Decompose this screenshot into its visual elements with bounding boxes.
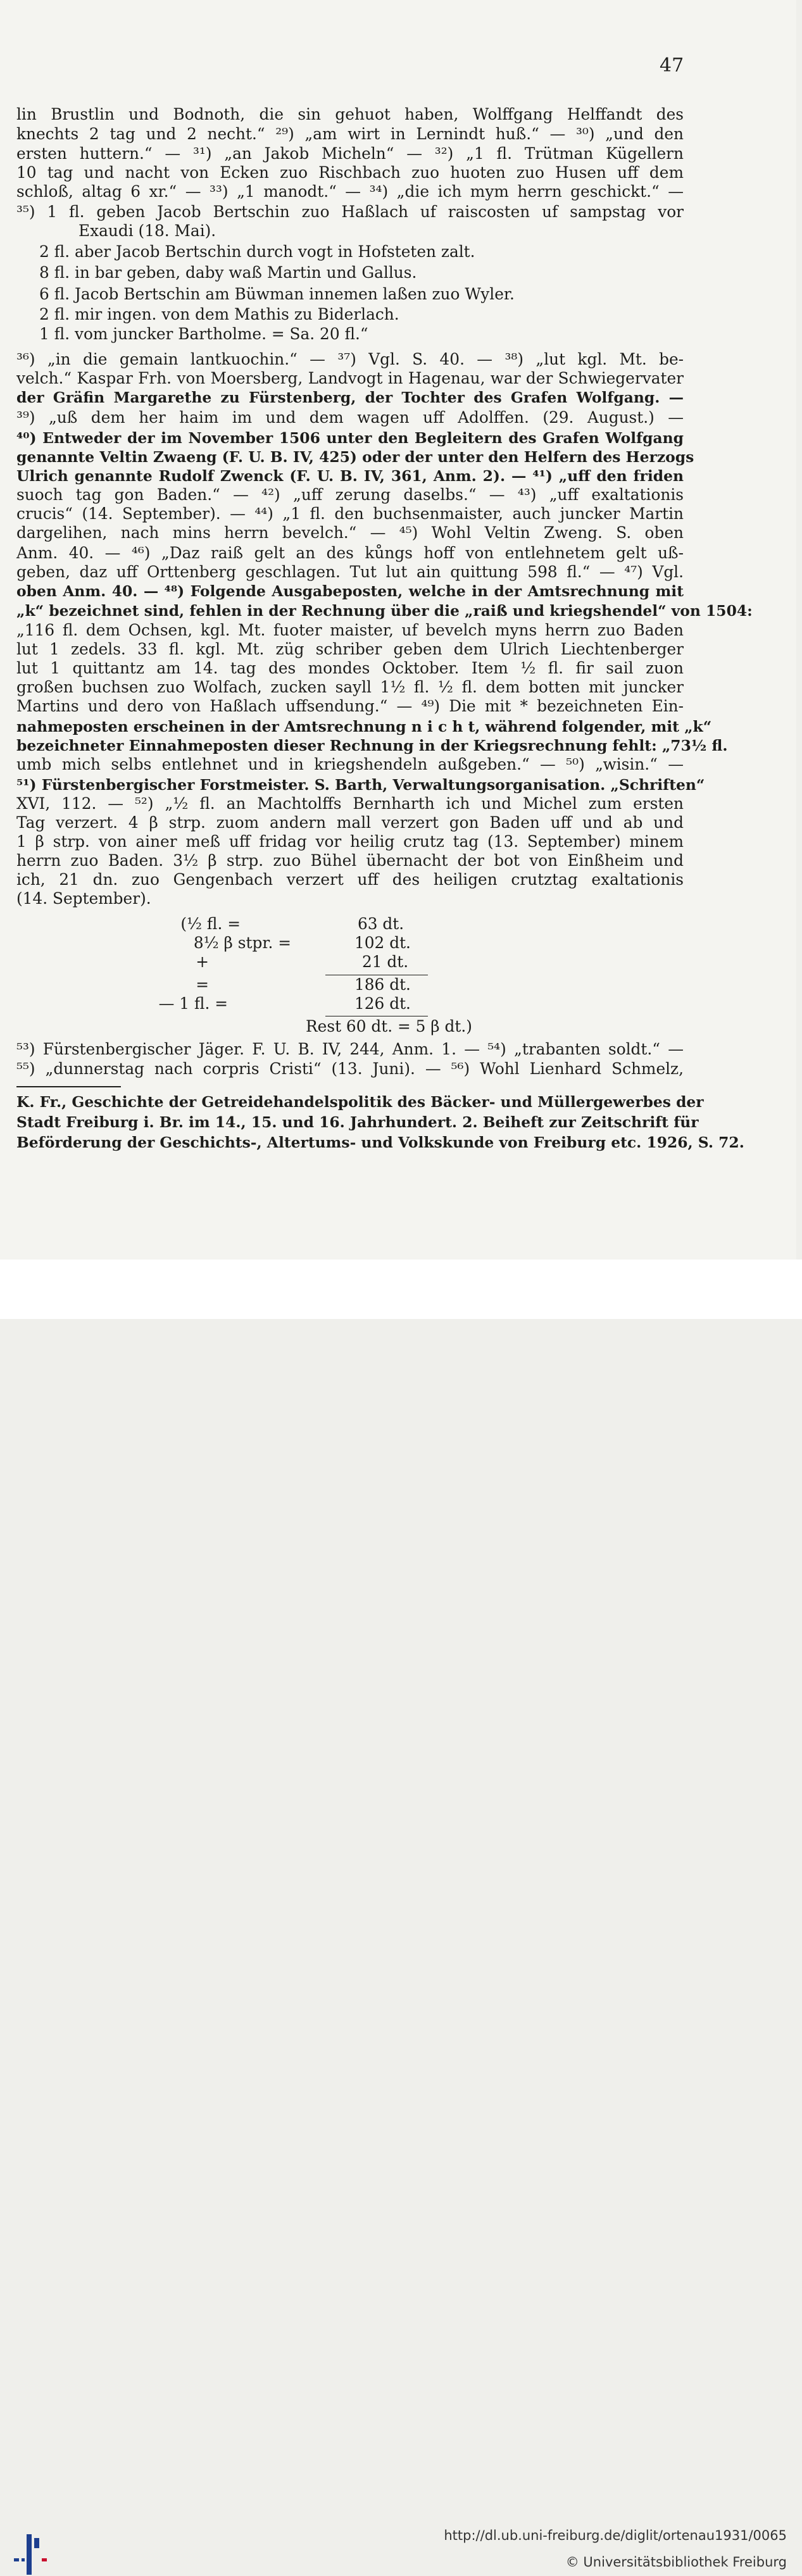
text-line: 10 tag und nacht von Ecken zuo Rischbach zuo huoten zuo Husen uff dem (16, 163, 684, 182)
calc-row-2-left: 8½ β stpr. = (193, 934, 291, 952)
text-line: ³⁵) 1 fl. geben Jacob Bertschin zuo Haßlach uf raiscosten uf sampstag vor (16, 203, 684, 221)
text-line: geben, daz uff Orttenberg geschlagen. Tut lut ain quittung 598 fl.“ — ⁴⁷) Vgl. (16, 563, 684, 581)
text-line: 2 fl. mir ingen. von dem Mathis zu Biderlach. (39, 305, 399, 323)
text-line: der Gräfin Margarethe zu Fürstenberg, der Tochter des Grafen Wolfgang. — (16, 389, 684, 406)
text-line: umb mich selbs entlehnet und in kriegshendeln außgeben.“ — ⁵⁰) „wisin.“ — (16, 755, 684, 773)
text-line: Martins und dero von Haßlach uffsendung.“ — ⁴⁹) Die mit * bezeichneten Ein- (16, 697, 684, 715)
text-line: herrn zuo Baden. 3½ β strp. zuo Bühel übernacht der bot von Einßheim und (16, 851, 684, 870)
text-line: schloß, altag 6 xr.“ — ³³) „1 manodt.“ — ³⁴) „die ich mym herrn geschickt.“ — (16, 182, 684, 201)
text-line: ³⁹) „uß dem her haim im und dem wagen uff Adolffen. (29. August.) — (16, 408, 684, 427)
calc-row-5-value: 126 dt. (354, 994, 411, 1013)
text-line: XVI, 112. — ⁵²) „½ fl. an Machtolffs Bernharth ich und Michel zum ersten (16, 794, 684, 813)
copyright-notice: © Universitätsbibliothek Freiburg (565, 2554, 787, 2570)
text-line: Tag verzert. 4 β strp. zuom andern mall verzert gon Baden uff und ab und (16, 813, 684, 832)
text-line: ⁵⁵) „dunnerstag nach corpris Cristi“ (13. Juni). — ⁵⁶) Wohl Lienhard Schmelz, (16, 1060, 684, 1078)
text-line: Exaudi (18. Mai). (78, 222, 216, 240)
calc-row-5-left: — 1 fl. = (158, 994, 228, 1013)
university-library-logo (9, 2525, 53, 2576)
text-line: ⁴⁰) Entweder der im November 1506 unter den Begleitern des Grafen Wolfgang (16, 429, 684, 447)
text-line: lut 1 quittantz am 14. tag des mondes Ocktober. Item ½ fl. fir sail zuon (16, 659, 684, 677)
footer-bar (0, 1260, 802, 2570)
text-line: lut 1 zedels. 33 fl. kgl. Mt. züg schriber geben dem Ulrich Liechtenberger (16, 640, 684, 658)
text-line: „116 fl. dem Ochsen, kgl. Mt. fuoter maister, uf bevelch myns herrn zuo Baden (16, 621, 684, 639)
calc-row-3-value: 21 dt. (362, 953, 409, 971)
calc-row-2-value: 102 dt. (354, 934, 411, 952)
text-line: 2 fl. aber Jacob Bertschin durch vogt in Hofsteten zalt. (39, 242, 475, 261)
text-line: Ulrich genannte Rudolf Zwenck (F. U. B. IV, 361, Anm. 2). — ⁴¹) „uff den friden (16, 467, 684, 485)
text-line: oben Anm. 40. — ⁴⁸) Folgende Ausgabeposten, welche in der Amtsrechnung mit (16, 582, 684, 600)
text-line: ³⁶) „in die gemain lantkuochin.“ — ³⁷) Vgl. S. 40. — ³⁸) „lut kgl. Mt. be- (16, 350, 684, 368)
text-line: 1 fl. vom juncker Bartholme. = Sa. 20 fl.“ (39, 325, 368, 343)
text-line: „k“ bezeichnet sind, fehlen in der Rechnung über die „raiß und kriegshendel“ von 1504: (16, 602, 753, 620)
calc-row-3-left: + (196, 953, 209, 971)
text-line: 8 fl. in bar geben, daby waß Martin und Gallus. (39, 263, 417, 282)
calc-row-4-left: = (196, 975, 209, 994)
footnote-line: K. Fr., Geschichte der Getreidehandelspolitik des Bäcker- und Müllergewerbes der (16, 1093, 704, 1111)
text-line: dargelihen, nach mins herrn bevelch.“ — ⁴⁵) Wohl Veltin Zweng. S. oben (16, 523, 684, 542)
text-line: velch.“ Kaspar Frh. von Moersberg, Landvogt in Hagenau, war der Schwiegervater (16, 369, 684, 387)
text-line: ⁵¹) Fürstenbergischer Forstmeister. S. Barth, Verwaltungsorganisation. „Schriften“ (16, 776, 705, 794)
text-line: ersten huttern.“ — ³¹) „an Jakob Micheln“ — ³²) „1 fl. Trütman Kügellern (16, 144, 684, 163)
calc-row-1-left: (½ fl. = (180, 915, 241, 933)
footnote-line: Beförderung der Geschichts-, Altertums- und Volkskunde von Freiburg etc. 1926, S. 72. (16, 1134, 744, 1151)
text-line: crucis“ (14. September). — ⁴⁴) „1 fl. den buchsenmaister, auch juncker Martin (16, 504, 684, 523)
text-line: (14. September). (16, 889, 151, 908)
text-line: lin Brustlin und Bodnoth, die sin gehuot haben, Wolffgang Helffandt des (16, 105, 684, 123)
calc-row-4-value: 186 dt. (354, 975, 411, 994)
text-line: nahmeposten erscheinen in der Amtsrechnung n i c h t, während folgender, mit „k“ (16, 718, 712, 735)
footnote-line: Stadt Freiburg i. Br. im 14., 15. und 16. Jahrhundert. 2. Beiheft zur Zeitschrift für (16, 1113, 699, 1131)
calc-row-1-value: 63 dt. (358, 915, 404, 933)
text-line: 1 β strp. von ainer meß uff fridag vor heilig crutz tag (13. September) minem (16, 832, 684, 851)
text-line: ich, 21 dn. zuo Gengenbach verzert uff des heiligen crutztag exaltationis (16, 870, 684, 889)
calc-row-6: Rest 60 dt. = 5 β dt.) (306, 1017, 472, 1035)
page-number: 47 (660, 54, 684, 77)
text-line: genannte Veltin Zwaeng (F. U. B. IV, 425) oder der unter den Helfern des Herzogs (16, 448, 694, 466)
text-line: suoch tag gon Baden.“ — ⁴²) „uff zerung daselbs.“ — ⁴³) „uff exaltationis (16, 485, 684, 504)
text-line: ⁵³) Fürstenbergischer Jäger. F. U. B. IV, 244, Anm. 1. — ⁵⁴) „trabanten soldt.“ — (16, 1040, 684, 1058)
scanned-page (0, 0, 796, 1260)
source-url[interactable]: http://dl.ub.uni-freiburg.de/diglit/ortenau1931/0065 (444, 2528, 787, 2543)
footnote-separator (16, 1086, 121, 1087)
text-line: Anm. 40. — ⁴⁶) „Daz raiß gelt an des kůngs hoff von entlehnetem gelt uß- (16, 544, 684, 562)
text-line: bezeichneter Einnahmeposten dieser Rechnung in der Kriegsrechnung fehlt: „73½ fl. (16, 737, 728, 754)
text-line: großen buchsen zuo Wolfach, zucken sayll 1½ fl. ½ fl. dem botten mit juncker (16, 678, 684, 696)
text-line: knechts 2 tag und 2 necht.“ ²⁹) „am wirt in Lernindt huß.“ — ³⁰) „und den (16, 125, 684, 143)
text-line: 6 fl. Jacob Bertschin am Büwman innemen laßen zuo Wyler. (39, 285, 515, 303)
